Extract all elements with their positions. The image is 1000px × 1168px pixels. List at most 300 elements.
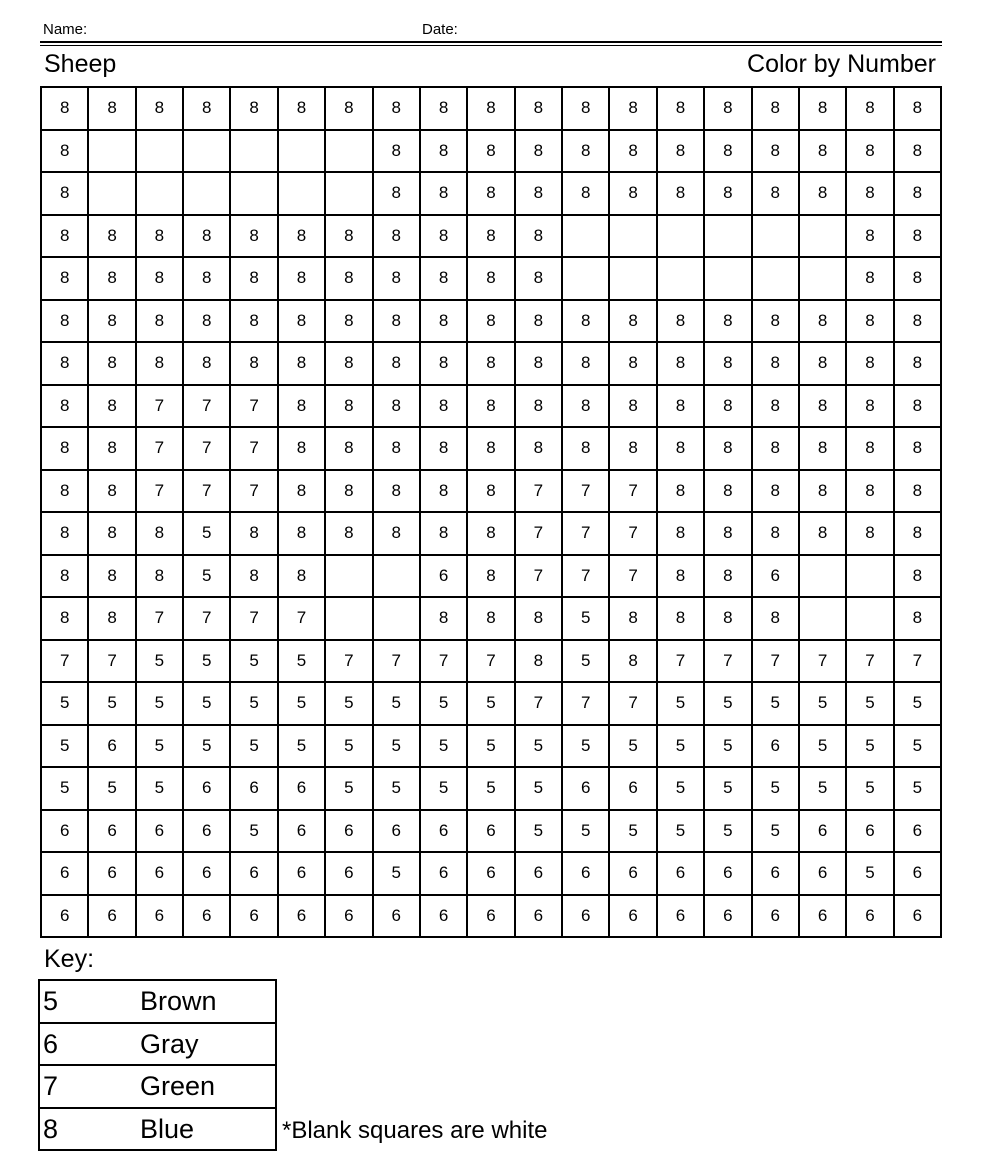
grid-cell: 8 xyxy=(374,301,421,344)
grid-cell: 6 xyxy=(895,811,942,854)
grid-cell: 8 xyxy=(374,386,421,429)
grid-cell: 7 xyxy=(184,598,231,641)
grid-cell xyxy=(279,131,326,174)
page-subtitle: Color by Number xyxy=(747,50,936,78)
grid-cell: 8 xyxy=(563,173,610,216)
grid-cell: 8 xyxy=(137,301,184,344)
grid-cell: 8 xyxy=(753,88,800,131)
grid-cell: 5 xyxy=(516,768,563,811)
grid-cell: 8 xyxy=(42,343,89,386)
grid-cell: 5 xyxy=(137,641,184,684)
grid-cell: 7 xyxy=(137,428,184,471)
grid-cell: 7 xyxy=(137,471,184,514)
header-rule-top xyxy=(40,41,942,43)
grid-cell: 5 xyxy=(895,768,942,811)
grid-cell: 6 xyxy=(421,896,468,939)
page-title: Sheep xyxy=(44,50,117,78)
grid-cell: 8 xyxy=(89,471,136,514)
grid-cell: 8 xyxy=(563,343,610,386)
grid-cell: 6 xyxy=(137,896,184,939)
grid-cell: 8 xyxy=(658,598,705,641)
grid-cell: 8 xyxy=(468,131,515,174)
grid-cell: 7 xyxy=(753,641,800,684)
grid-cell: 7 xyxy=(516,513,563,556)
grid-cell: 8 xyxy=(89,386,136,429)
grid-cell: 8 xyxy=(89,598,136,641)
grid-cell: 8 xyxy=(610,343,657,386)
grid-cell: 8 xyxy=(468,173,515,216)
grid-cell: 6 xyxy=(753,896,800,939)
grid-cell: 7 xyxy=(610,683,657,726)
grid-cell: 8 xyxy=(516,343,563,386)
grid-cell: 8 xyxy=(658,386,705,429)
grid-cell: 7 xyxy=(563,471,610,514)
grid-cell: 5 xyxy=(184,726,231,769)
grid-cell: 8 xyxy=(705,598,752,641)
grid-cell: 8 xyxy=(658,131,705,174)
grid-cell xyxy=(800,258,847,301)
grid-cell xyxy=(326,131,373,174)
grid-cell: 7 xyxy=(231,471,278,514)
grid-cell: 8 xyxy=(847,428,894,471)
grid-cell: 6 xyxy=(610,853,657,896)
grid-cell: 6 xyxy=(421,556,468,599)
grid-cell: 5 xyxy=(705,811,752,854)
grid-cell: 8 xyxy=(753,343,800,386)
grid-cell: 8 xyxy=(610,173,657,216)
grid-cell: 8 xyxy=(753,598,800,641)
grid-cell: 6 xyxy=(89,896,136,939)
grid-cell: 5 xyxy=(326,683,373,726)
grid-cell: 8 xyxy=(279,471,326,514)
grid-cell: 8 xyxy=(468,343,515,386)
grid-cell xyxy=(326,556,373,599)
grid-cell: 8 xyxy=(610,88,657,131)
grid-cell: 8 xyxy=(516,258,563,301)
grid-cell: 8 xyxy=(800,173,847,216)
grid-cell: 6 xyxy=(42,811,89,854)
grid-cell: 7 xyxy=(658,641,705,684)
grid-cell xyxy=(610,258,657,301)
grid-cell: 8 xyxy=(610,598,657,641)
grid-cell: 5 xyxy=(753,768,800,811)
grid-cell: 5 xyxy=(279,726,326,769)
grid-cell: 8 xyxy=(847,471,894,514)
grid-cell: 5 xyxy=(800,726,847,769)
grid-cell: 6 xyxy=(279,896,326,939)
grid-cell: 5 xyxy=(231,726,278,769)
grid-cell: 6 xyxy=(89,726,136,769)
color-key-table xyxy=(38,979,277,1151)
grid-cell: 8 xyxy=(89,216,136,259)
grid-cell: 8 xyxy=(374,258,421,301)
key-row xyxy=(40,981,277,1024)
grid-cell: 8 xyxy=(231,216,278,259)
grid-cell: 8 xyxy=(279,343,326,386)
grid-cell: 5 xyxy=(89,683,136,726)
grid-cell: 8 xyxy=(231,556,278,599)
grid-cell: 8 xyxy=(421,131,468,174)
grid-cell: 8 xyxy=(705,88,752,131)
grid-cell: 8 xyxy=(658,343,705,386)
grid-cell: 6 xyxy=(563,853,610,896)
grid-cell: 8 xyxy=(753,131,800,174)
grid-cell: 5 xyxy=(231,641,278,684)
grid-cell: 6 xyxy=(516,896,563,939)
grid-cell: 8 xyxy=(421,598,468,641)
grid-cell: 8 xyxy=(279,386,326,429)
grid-cell: 8 xyxy=(468,556,515,599)
grid-cell: 5 xyxy=(705,683,752,726)
grid-cell: 8 xyxy=(326,471,373,514)
grid-cell: 8 xyxy=(42,471,89,514)
grid-cell: 5 xyxy=(658,726,705,769)
grid-cell xyxy=(374,556,421,599)
grid-cell: 8 xyxy=(516,173,563,216)
grid-cell: 6 xyxy=(705,896,752,939)
grid-cell: 8 xyxy=(563,386,610,429)
grid-cell: 8 xyxy=(658,88,705,131)
grid-cell: 8 xyxy=(563,428,610,471)
grid-cell: 8 xyxy=(895,216,942,259)
grid-cell: 8 xyxy=(89,88,136,131)
grid-cell: 8 xyxy=(279,88,326,131)
grid-cell: 7 xyxy=(137,386,184,429)
grid-cell: 8 xyxy=(184,88,231,131)
grid-cell: 7 xyxy=(421,641,468,684)
grid-cell: 6 xyxy=(610,768,657,811)
grid-cell: 5 xyxy=(468,726,515,769)
key-color-name: Gray xyxy=(140,1028,199,1059)
grid-cell: 7 xyxy=(516,471,563,514)
grid-cell: 7 xyxy=(326,641,373,684)
grid-cell: 8 xyxy=(231,88,278,131)
grid-cell: 8 xyxy=(374,428,421,471)
grid-cell xyxy=(231,173,278,216)
grid-cell: 6 xyxy=(89,853,136,896)
grid-cell: 8 xyxy=(231,258,278,301)
grid-cell: 8 xyxy=(42,428,89,471)
grid-cell xyxy=(231,131,278,174)
grid-cell: 8 xyxy=(610,641,657,684)
key-row xyxy=(40,1109,277,1152)
grid-cell xyxy=(847,598,894,641)
grid-cell: 8 xyxy=(421,216,468,259)
grid-cell: 8 xyxy=(705,556,752,599)
grid-cell: 5 xyxy=(610,726,657,769)
grid-cell: 8 xyxy=(800,301,847,344)
grid-cell: 5 xyxy=(374,768,421,811)
grid-cell: 8 xyxy=(705,513,752,556)
grid-cell: 8 xyxy=(658,556,705,599)
grid-cell: 6 xyxy=(658,896,705,939)
blank-squares-note: *Blank squares are white xyxy=(282,1117,548,1144)
grid-cell: 8 xyxy=(89,301,136,344)
grid-cell: 8 xyxy=(468,301,515,344)
grid-cell: 8 xyxy=(895,556,942,599)
grid-cell: 8 xyxy=(516,641,563,684)
grid-cell: 6 xyxy=(42,896,89,939)
grid-cell xyxy=(753,258,800,301)
grid-cell: 8 xyxy=(374,216,421,259)
grid-cell: 8 xyxy=(279,513,326,556)
grid-cell: 8 xyxy=(137,513,184,556)
grid-cell: 8 xyxy=(326,88,373,131)
grid-cell: 8 xyxy=(753,513,800,556)
grid-cell: 5 xyxy=(895,683,942,726)
grid-cell: 5 xyxy=(137,768,184,811)
grid-cell: 5 xyxy=(753,811,800,854)
grid-cell: 5 xyxy=(468,683,515,726)
grid-cell: 8 xyxy=(705,301,752,344)
grid-cell: 8 xyxy=(326,343,373,386)
grid-cell xyxy=(563,258,610,301)
grid-cell: 5 xyxy=(279,683,326,726)
grid-cell: 6 xyxy=(279,811,326,854)
grid-cell: 5 xyxy=(468,768,515,811)
grid-cell: 5 xyxy=(563,811,610,854)
grid-cell: 8 xyxy=(137,88,184,131)
grid-cell: 5 xyxy=(800,768,847,811)
grid-cell: 8 xyxy=(800,471,847,514)
grid-cell: 8 xyxy=(895,428,942,471)
key-number: 6 xyxy=(43,1028,59,1059)
grid-cell: 5 xyxy=(421,726,468,769)
grid-cell: 8 xyxy=(753,471,800,514)
grid-cell: 8 xyxy=(895,386,942,429)
grid-cell: 8 xyxy=(847,301,894,344)
grid-cell xyxy=(279,173,326,216)
grid-cell xyxy=(184,131,231,174)
grid-cell: 8 xyxy=(847,131,894,174)
grid-cell: 6 xyxy=(374,811,421,854)
grid-cell: 6 xyxy=(753,853,800,896)
grid-cell: 8 xyxy=(895,471,942,514)
grid-cell: 8 xyxy=(374,131,421,174)
grid-cell: 6 xyxy=(137,853,184,896)
grid-cell: 8 xyxy=(705,343,752,386)
grid-cell: 8 xyxy=(847,513,894,556)
grid-cell: 8 xyxy=(326,428,373,471)
grid-cell: 8 xyxy=(42,598,89,641)
grid-cell: 5 xyxy=(847,683,894,726)
grid-cell: 8 xyxy=(42,88,89,131)
grid-cell: 8 xyxy=(374,88,421,131)
grid-cell: 8 xyxy=(137,556,184,599)
grid-cell: 8 xyxy=(468,513,515,556)
grid-cell: 8 xyxy=(42,258,89,301)
grid-cell: 8 xyxy=(563,301,610,344)
grid-cell: 8 xyxy=(279,216,326,259)
grid-cell: 6 xyxy=(563,768,610,811)
grid-cell: 6 xyxy=(563,896,610,939)
grid-cell: 7 xyxy=(231,428,278,471)
grid-cell: 8 xyxy=(89,343,136,386)
grid-cell: 6 xyxy=(753,726,800,769)
grid-cell: 8 xyxy=(279,428,326,471)
grid-cell: 5 xyxy=(658,768,705,811)
grid-cell: 8 xyxy=(89,428,136,471)
grid-cell: 8 xyxy=(89,513,136,556)
grid-cell: 8 xyxy=(137,258,184,301)
grid-cell: 8 xyxy=(137,343,184,386)
grid-cell: 8 xyxy=(42,131,89,174)
grid-cell: 5 xyxy=(563,598,610,641)
grid-cell: 8 xyxy=(610,301,657,344)
grid-cell: 8 xyxy=(563,131,610,174)
grid-cell: 8 xyxy=(374,343,421,386)
grid-cell: 8 xyxy=(705,428,752,471)
grid-cell: 8 xyxy=(563,88,610,131)
grid-cell xyxy=(800,598,847,641)
grid-cell: 6 xyxy=(800,853,847,896)
grid-cell: 5 xyxy=(374,683,421,726)
grid-cell: 5 xyxy=(847,853,894,896)
grid-cell: 5 xyxy=(516,811,563,854)
grid-cell: 5 xyxy=(42,726,89,769)
grid-cell: 6 xyxy=(374,896,421,939)
grid-cell xyxy=(658,216,705,259)
grid-cell: 7 xyxy=(468,641,515,684)
grid-cell: 6 xyxy=(421,811,468,854)
grid-cell: 8 xyxy=(231,301,278,344)
grid-cell: 7 xyxy=(89,641,136,684)
grid-cell: 8 xyxy=(42,216,89,259)
grid-cell: 6 xyxy=(753,556,800,599)
grid-cell: 8 xyxy=(895,598,942,641)
grid-cell: 7 xyxy=(184,471,231,514)
grid-cell: 8 xyxy=(895,88,942,131)
grid-cell: 8 xyxy=(326,216,373,259)
grid-cell: 8 xyxy=(279,301,326,344)
grid-cell: 6 xyxy=(421,853,468,896)
grid-cell xyxy=(184,173,231,216)
grid-cell: 8 xyxy=(421,301,468,344)
grid-cell xyxy=(800,556,847,599)
grid-cell: 8 xyxy=(753,428,800,471)
grid-cell: 5 xyxy=(800,683,847,726)
grid-cell: 8 xyxy=(468,471,515,514)
grid-cell: 5 xyxy=(753,683,800,726)
grid-cell: 6 xyxy=(137,811,184,854)
grid-cell: 6 xyxy=(184,811,231,854)
grid-cell: 8 xyxy=(658,301,705,344)
grid-cell xyxy=(705,216,752,259)
key-color-name: Brown xyxy=(140,986,217,1016)
grid-cell: 8 xyxy=(137,216,184,259)
grid-cell: 7 xyxy=(705,641,752,684)
grid-cell: 8 xyxy=(800,513,847,556)
grid-cell: 7 xyxy=(610,471,657,514)
grid-cell: 6 xyxy=(89,811,136,854)
grid-cell: 8 xyxy=(421,343,468,386)
grid-cell: 7 xyxy=(516,556,563,599)
grid-cell: 5 xyxy=(516,726,563,769)
grid-cell: 8 xyxy=(895,173,942,216)
grid-cell: 7 xyxy=(374,641,421,684)
grid-cell: 7 xyxy=(563,556,610,599)
grid-cell: 8 xyxy=(42,513,89,556)
grid-cell: 8 xyxy=(421,258,468,301)
grid-cell: 6 xyxy=(658,853,705,896)
grid-cell xyxy=(137,173,184,216)
grid-cell xyxy=(326,173,373,216)
grid-cell: 8 xyxy=(895,258,942,301)
grid-cell: 7 xyxy=(516,683,563,726)
grid-cell: 8 xyxy=(705,386,752,429)
grid-cell: 8 xyxy=(658,471,705,514)
grid-cell: 5 xyxy=(137,683,184,726)
grid-cell xyxy=(800,216,847,259)
grid-cell: 7 xyxy=(610,556,657,599)
grid-cell: 5 xyxy=(563,726,610,769)
key-row xyxy=(40,1024,277,1067)
grid-cell: 8 xyxy=(374,173,421,216)
grid-cell: 8 xyxy=(895,513,942,556)
grid-cell: 6 xyxy=(468,853,515,896)
grid-cell: 8 xyxy=(42,173,89,216)
grid-cell: 8 xyxy=(184,216,231,259)
grid-cell: 8 xyxy=(42,301,89,344)
grid-cell: 8 xyxy=(658,173,705,216)
grid-cell: 8 xyxy=(326,386,373,429)
grid-cell: 8 xyxy=(468,258,515,301)
grid-cell: 8 xyxy=(847,216,894,259)
grid-cell: 8 xyxy=(800,428,847,471)
grid-cell: 8 xyxy=(847,386,894,429)
grid-cell: 5 xyxy=(658,811,705,854)
grid-cell: 7 xyxy=(279,598,326,641)
grid-cell: 8 xyxy=(468,598,515,641)
grid-cell: 8 xyxy=(610,131,657,174)
grid-cell: 5 xyxy=(421,768,468,811)
grid-cell: 8 xyxy=(753,386,800,429)
grid-cell: 5 xyxy=(421,683,468,726)
grid-cell: 8 xyxy=(847,343,894,386)
grid-cell: 8 xyxy=(421,428,468,471)
grid-cell: 6 xyxy=(279,768,326,811)
header-rule-bottom xyxy=(40,45,942,46)
grid-cell: 8 xyxy=(184,343,231,386)
grid-cell: 6 xyxy=(468,896,515,939)
grid-cell: 8 xyxy=(705,471,752,514)
grid-cell: 5 xyxy=(847,726,894,769)
grid-cell: 6 xyxy=(610,896,657,939)
grid-cell: 5 xyxy=(137,726,184,769)
grid-cell: 8 xyxy=(468,88,515,131)
grid-cell: 5 xyxy=(184,641,231,684)
grid-cell: 6 xyxy=(326,811,373,854)
grid-cell: 8 xyxy=(89,258,136,301)
grid-cell: 8 xyxy=(326,258,373,301)
grid-cell: 7 xyxy=(231,598,278,641)
grid-cell xyxy=(326,598,373,641)
grid-cell: 8 xyxy=(374,513,421,556)
grid-cell: 6 xyxy=(847,811,894,854)
grid-cell: 5 xyxy=(705,726,752,769)
grid-cell: 7 xyxy=(563,513,610,556)
grid-cell: 8 xyxy=(89,556,136,599)
grid-cell: 7 xyxy=(184,428,231,471)
grid-cell: 8 xyxy=(421,88,468,131)
grid-cell: 8 xyxy=(326,513,373,556)
grid-cell: 8 xyxy=(895,301,942,344)
grid-cell: 6 xyxy=(42,853,89,896)
grid-cell: 8 xyxy=(516,301,563,344)
grid-cell: 8 xyxy=(374,471,421,514)
grid-cell: 8 xyxy=(847,258,894,301)
grid-cell xyxy=(847,556,894,599)
